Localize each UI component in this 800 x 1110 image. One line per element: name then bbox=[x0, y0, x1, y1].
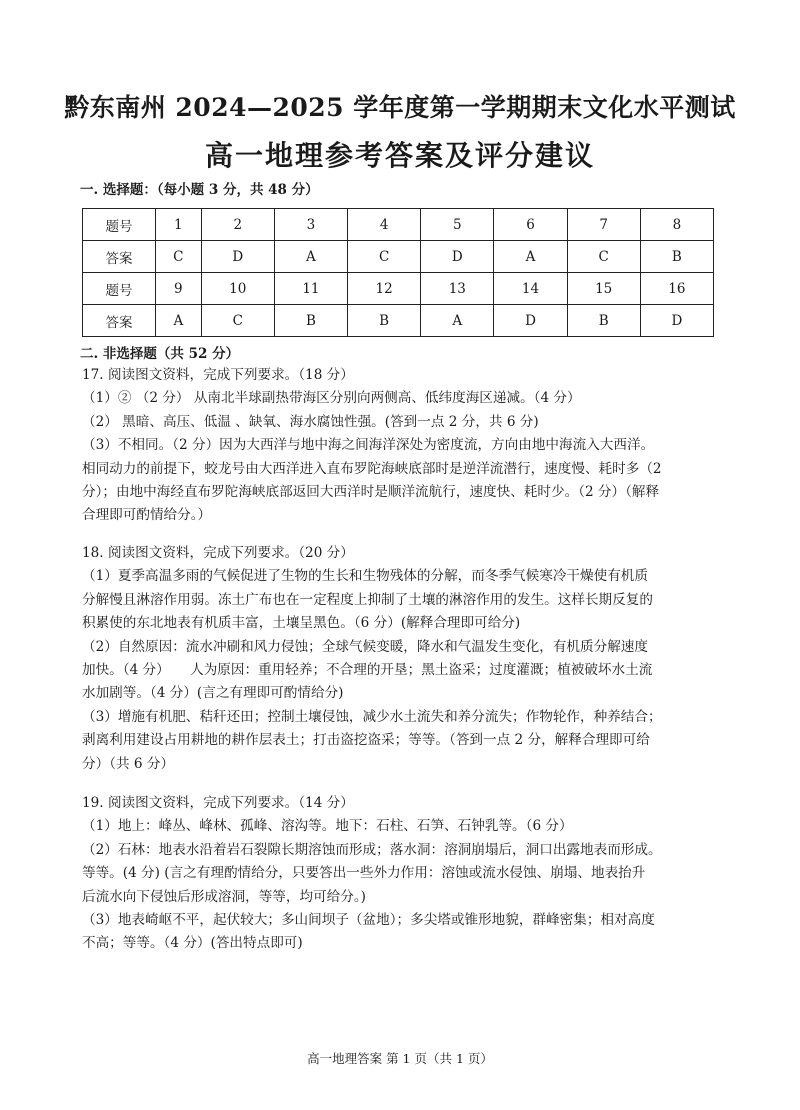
answer-line: （1）地上：峰丛、峰林、孤峰、溶沟等。地下：石柱、石笋、石钟乳等。（6 分） bbox=[82, 818, 573, 835]
answer-line: 合理即可酌情给分。） bbox=[82, 507, 212, 524]
section-2-heading: 二. 非选择题（共 52 分） bbox=[80, 346, 240, 362]
table-cell: B bbox=[567, 305, 640, 337]
table-cell: 14 bbox=[494, 273, 567, 305]
table-cell: D bbox=[640, 305, 713, 337]
row-label: 答案 bbox=[83, 241, 156, 273]
page-footer: 高一地理答案 第 1 页（共 1 页） bbox=[307, 1051, 493, 1066]
table-cell: 15 bbox=[567, 273, 640, 305]
answer-line: 不高；等等。（4 分）(答出特点即可) bbox=[82, 935, 303, 952]
answer-line: 分）（共 6 分） bbox=[82, 755, 175, 772]
section-1-heading: 一. 选择题：（每小题 3 分，共 48 分） bbox=[80, 182, 319, 198]
answer-line: 分）；由地中海经直布罗陀海峡底部返回大西洋时是顺洋流航行，速度快、耗时少。（2 分）（解释 bbox=[82, 484, 660, 501]
table-cell: 12 bbox=[348, 273, 421, 305]
question-18-stem: 18. 阅读图文资料，完成下列要求。（20 分） bbox=[82, 545, 354, 561]
table-cell: C bbox=[348, 241, 421, 273]
answer-line: 水加剧等。（4 分）(言之有理即可酌情给分) bbox=[82, 685, 344, 702]
answer-line: 分解慢且淋溶作用弱。冻土广布也在一定程度上抑制了土壤的淋溶作用的发生。这样长期反复的 bbox=[82, 591, 653, 608]
answer-line: 剥离利用建设占用耕地的耕作层表土；打击盗挖盗采；等等。（答到一点 2 分，解释合理即可给 bbox=[82, 732, 650, 749]
table-cell: B bbox=[640, 241, 713, 273]
answer-line: （3）不相同。（2 分）因为大西洋与地中海之间海洋深处为密度流，方向由地中海流入大西洋。 bbox=[82, 437, 655, 454]
table-cell: 7 bbox=[567, 209, 640, 241]
question-17-stem: 17. 阅读图文资料，完成下列要求。（18 分） bbox=[82, 367, 354, 383]
table-row bbox=[83, 241, 714, 273]
row-label: 答案 bbox=[83, 305, 156, 337]
table-cell: 16 bbox=[640, 273, 713, 305]
table-cell: 11 bbox=[274, 273, 347, 305]
answer-line: 后流水向下侵蚀后形成溶洞，等等，均可给分。) bbox=[82, 888, 366, 905]
question-19-block bbox=[82, 792, 722, 956]
answer-line: （1）夏季高温多雨的气候促进了生物的生长和生物残体的分解，而冬季气候寒冷干燥使有机质 bbox=[82, 568, 648, 585]
answer-line: 积累使的东北地表有机质丰富，土壤呈黑色。（6 分）(解释合理即可给分) bbox=[82, 615, 521, 632]
answer-line: 相同动力的前提下，蛟龙号由大西洋进入直布罗陀海峡底部时是逆洋流潜行，速度慢、耗时多（2 bbox=[82, 460, 662, 477]
table-cell: B bbox=[348, 305, 421, 337]
table-row bbox=[83, 305, 714, 337]
document-title: 黔东南州 2024—2025 学年度第一学期期末文化水平测试 bbox=[64, 93, 736, 122]
row-label: 题号 bbox=[83, 273, 156, 305]
table-cell: 6 bbox=[494, 209, 567, 241]
table-cell: 4 bbox=[348, 209, 421, 241]
table-cell: D bbox=[421, 241, 494, 273]
table-cell: D bbox=[494, 305, 567, 337]
answer-line: （2）石林：地表水沿着岩石裂隙长期溶蚀而形成；落水洞：溶洞崩塌后，洞口出露地表而形成。 bbox=[82, 841, 662, 858]
table-cell: B bbox=[274, 305, 347, 337]
table-cell: D bbox=[201, 241, 274, 273]
table-cell: 1 bbox=[156, 209, 202, 241]
question-19-stem: 19. 阅读图文资料，完成下列要求。（14 分） bbox=[82, 795, 354, 811]
answer-line: （3）地表崎岖不平，起伏较大；多山间坝子（盆地）；多尖塔或锥形地貌，群峰密集；相对高度 bbox=[82, 912, 655, 929]
row-label: 题号 bbox=[83, 209, 156, 241]
table-cell: 10 bbox=[201, 273, 274, 305]
answer-line: （2） 黑暗、高压、低温 、缺氧、海水腐蚀性强。(答到一点 2 分，共 6 分) bbox=[82, 413, 539, 430]
table-row bbox=[83, 273, 714, 305]
answer-line: 加快。（4 分） 人为原因：重用轻养；不合理的开垦；黑土盗采；过度灌溉；植被破坏水土流 bbox=[82, 662, 653, 679]
question-18-block bbox=[82, 542, 722, 776]
table-cell: 13 bbox=[421, 273, 494, 305]
table-cell: C bbox=[201, 305, 274, 337]
answer-line: （3）增施有机肥、秸秆还田；控制土壤侵蚀，减少水土流失和养分流失；作物轮作，种养结合； bbox=[82, 708, 662, 725]
table-cell: 8 bbox=[640, 209, 713, 241]
table-cell: 5 bbox=[421, 209, 494, 241]
table-cell: C bbox=[156, 241, 202, 273]
table-row bbox=[83, 209, 714, 241]
answer-line: （1）② （2 分） 从南北半球副热带海区分别向两侧高、低纬度海区递减。（4 分） bbox=[82, 390, 581, 407]
table-cell: A bbox=[494, 241, 567, 273]
table-cell: 9 bbox=[156, 273, 202, 305]
answer-table bbox=[82, 208, 714, 337]
table-cell: C bbox=[567, 241, 640, 273]
question-17-block bbox=[82, 364, 722, 528]
table-cell: A bbox=[421, 305, 494, 337]
table-cell: 3 bbox=[274, 209, 347, 241]
table-cell: A bbox=[156, 305, 202, 337]
table-cell: A bbox=[274, 241, 347, 273]
answer-line: 等等。(4 分) (言之有理酌情给分，只要答出一些外力作用：溶蚀或流水侵蚀、崩塌、地表抬升 bbox=[82, 865, 646, 882]
table-cell: 2 bbox=[201, 209, 274, 241]
document-subtitle: 高一地理参考答案及评分建议 bbox=[204, 139, 595, 172]
answer-line: （2）自然原因：流水冲刷和风力侵蚀；全球气候变暖，降水和气温发生变化，有机质分解速度 bbox=[82, 638, 648, 655]
